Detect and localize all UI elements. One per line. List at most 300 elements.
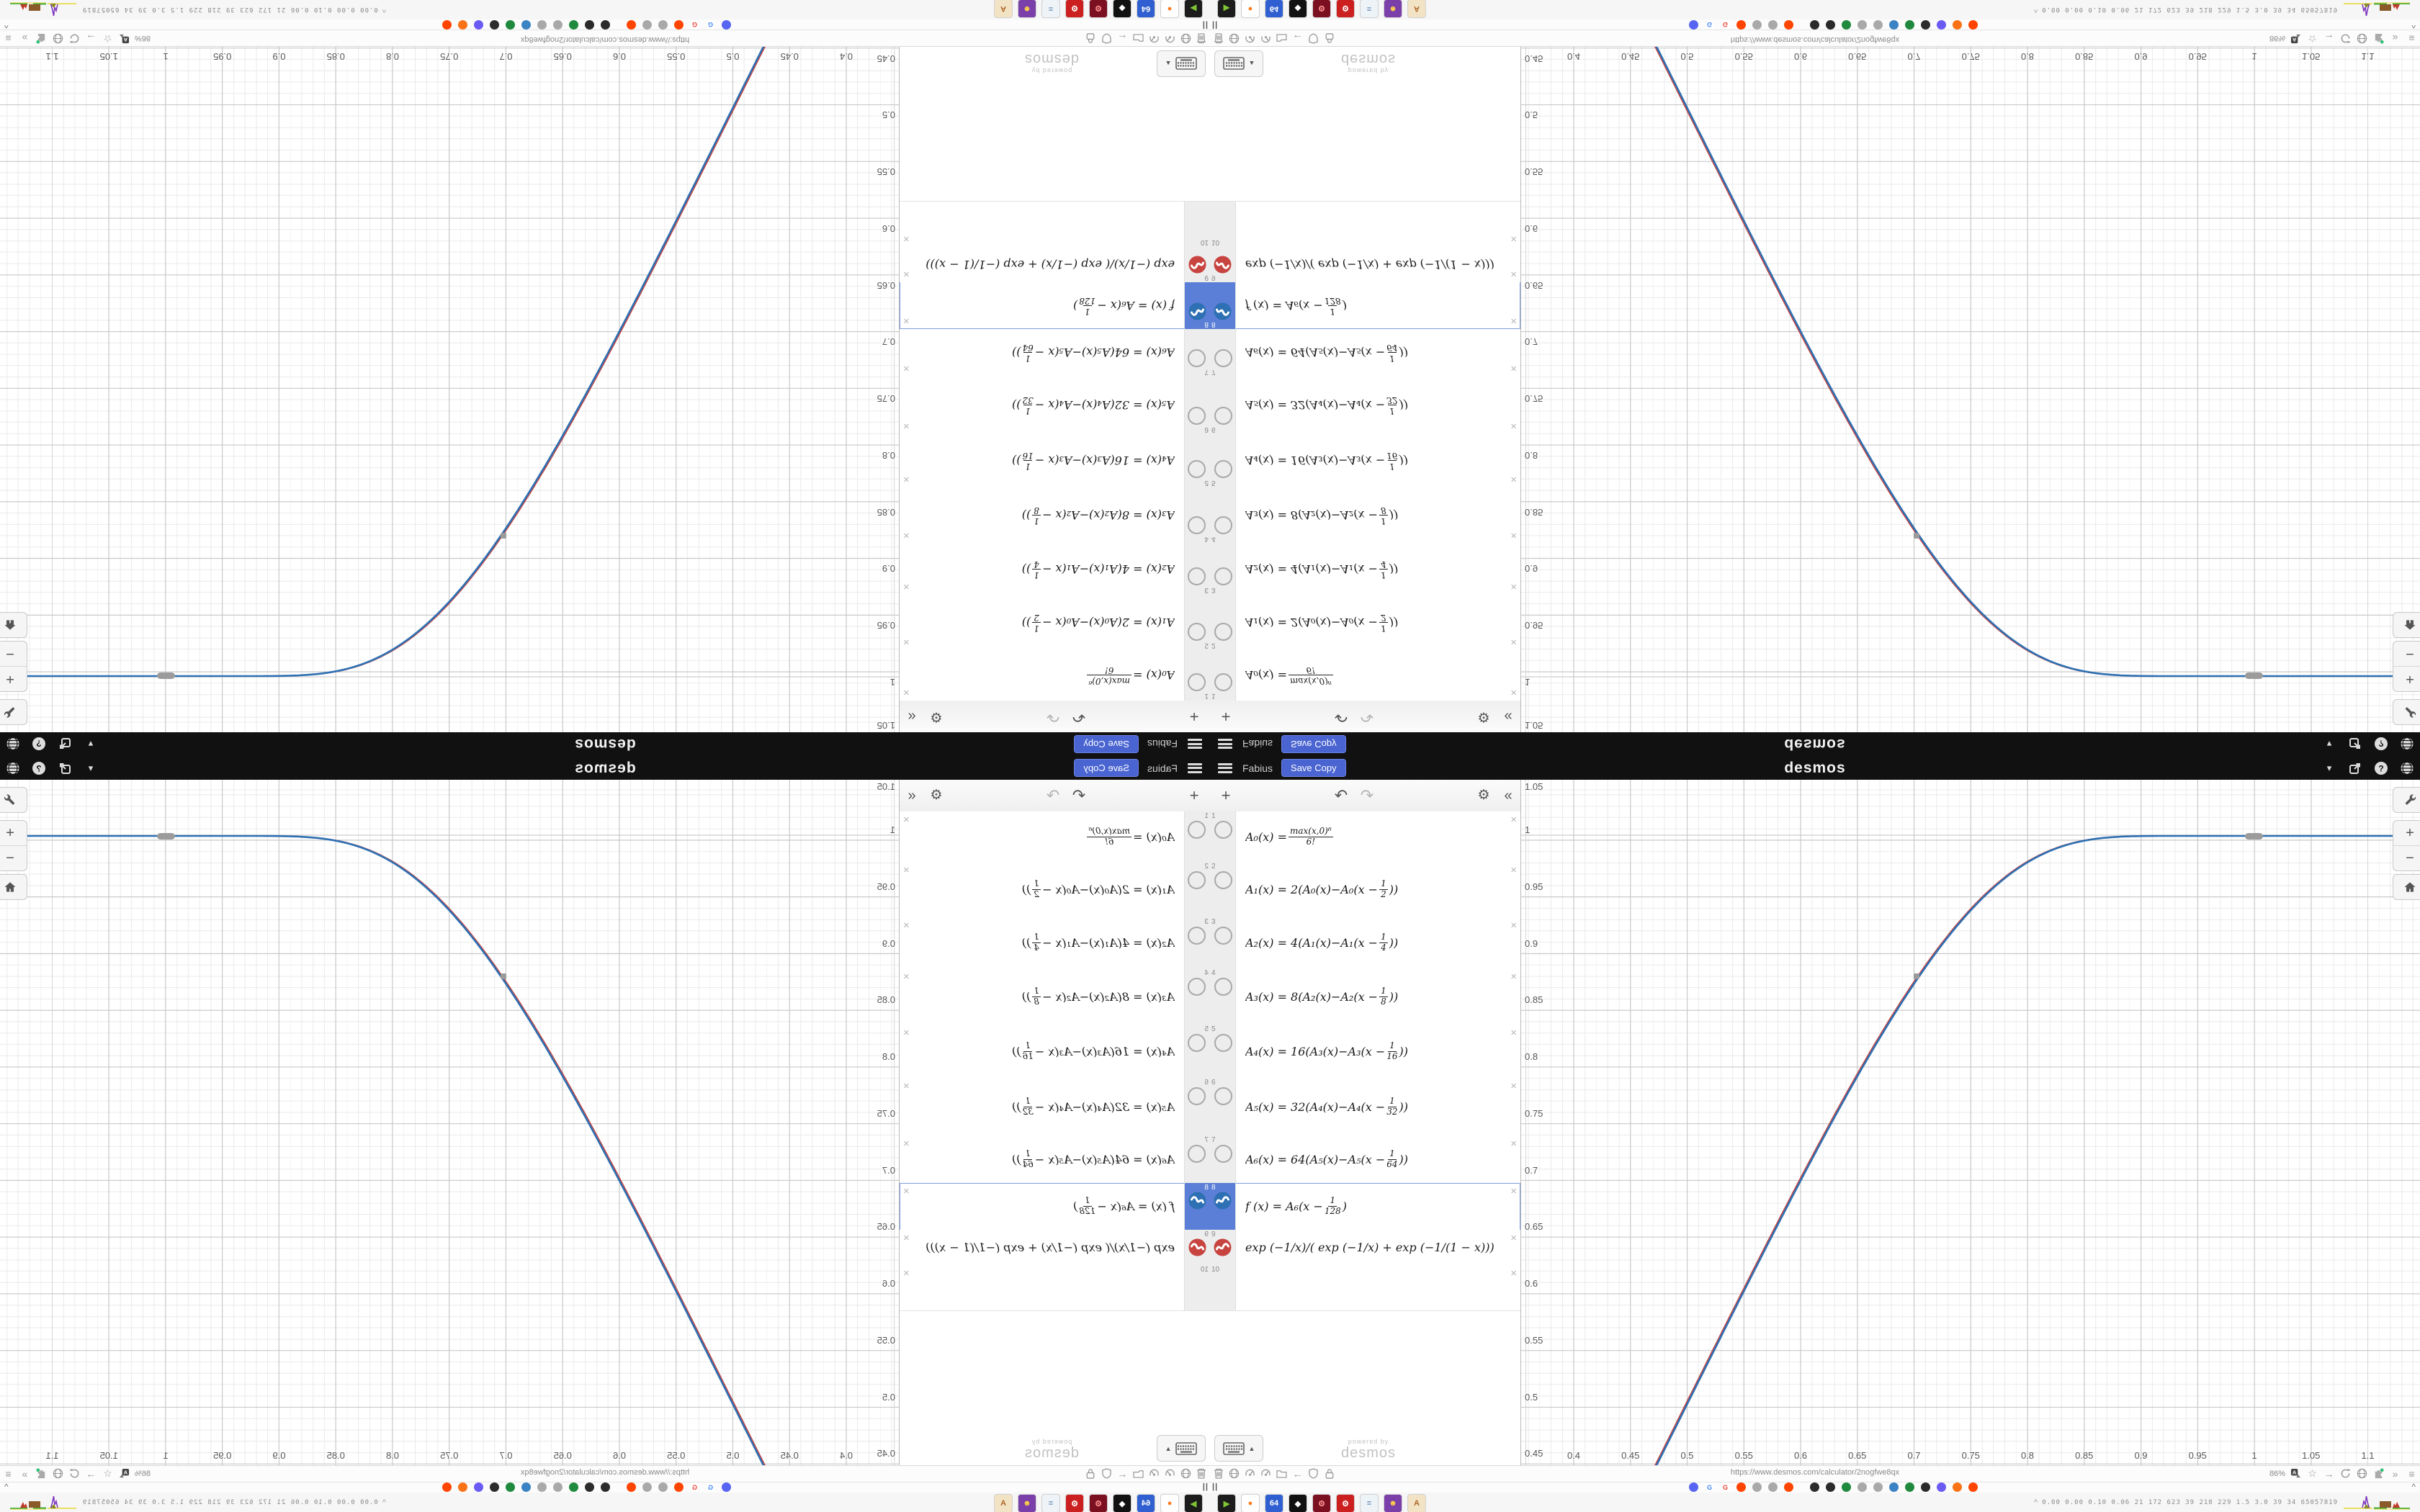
google-icon[interactable]: G — [1705, 20, 1714, 30]
reload-icon[interactable] — [68, 1467, 81, 1480]
reload-icon[interactable] — [2339, 32, 2352, 45]
delete-expression-button[interactable]: × — [1510, 814, 1517, 826]
hidden-plot-circle-icon[interactable] — [1188, 1034, 1206, 1052]
cat-app-icon[interactable]: ◆ — [1113, 0, 1131, 18]
help-icon[interactable] — [2374, 737, 2388, 752]
keyboard-toggle-button[interactable] — [1214, 1435, 1263, 1462]
hidden-plot-circle-icon[interactable] — [1188, 1087, 1206, 1105]
expression-math[interactable]: A₃(x) = 8(A₂(x)−A₂(x − $\frac{1}{8}$ )) — [1245, 985, 1399, 1007]
floppy-64-icon[interactable]: 64 — [1137, 0, 1155, 18]
expression-row[interactable] — [1210, 649, 1520, 701]
delete-expression-button[interactable]: × — [1510, 1267, 1517, 1279]
hidden-plot-circle-icon[interactable] — [1188, 407, 1206, 425]
add-expression-button[interactable]: + — [1221, 786, 1231, 804]
crab-icon[interactable] — [553, 20, 563, 30]
graph-settings-button[interactable] — [2393, 787, 2420, 813]
chevrons-icon[interactable]: » — [2392, 1467, 2398, 1480]
crab-icon[interactable] — [1752, 20, 1762, 30]
delete-expression-button[interactable]: × — [903, 529, 910, 541]
zoom-in-button[interactable]: + — [2406, 671, 2414, 688]
media-app-icon[interactable]: ▶ — [1184, 1494, 1203, 1512]
mask-purple-icon[interactable]: ☻ — [1384, 1494, 1402, 1512]
extension-icon[interactable] — [2372, 32, 2385, 45]
delete-expression-button[interactable]: × — [903, 315, 910, 327]
menu-icon[interactable]: ≡ — [5, 32, 12, 45]
expression-row[interactable] — [900, 1025, 1210, 1079]
curve-point[interactable] — [1914, 533, 1919, 539]
crab-icon[interactable] — [1857, 1482, 1867, 1492]
caret-up-icon[interactable]: ^ — [2411, 20, 2416, 30]
hidden-plot-circle-icon[interactable] — [1214, 1087, 1232, 1105]
delete-expression-button[interactable]: × — [1510, 420, 1517, 432]
delete-expression-button[interactable]: × — [903, 473, 910, 485]
menu-icon[interactable]: ≡ — [5, 1467, 12, 1480]
delete-expression-button[interactable]: × — [1510, 1080, 1517, 1092]
graph-settings-button[interactable] — [2393, 699, 2420, 725]
menu-icon[interactable]: ≡ — [2408, 32, 2415, 45]
hidden-plot-circle-icon[interactable] — [1214, 821, 1232, 839]
crab-icon[interactable] — [642, 20, 652, 30]
blue-curve-icon[interactable] — [1214, 302, 1232, 320]
google-icon[interactable]: G — [690, 1482, 699, 1492]
redo-button[interactable]: ↷ — [1360, 786, 1374, 804]
zoom-out-button[interactable]: − — [2393, 845, 2420, 870]
caret-up-icon[interactable]: ^ — [4, 1482, 9, 1492]
expression-row[interactable] — [900, 282, 1210, 329]
delete-expression-button[interactable]: × — [1510, 971, 1517, 983]
discord-icon[interactable] — [722, 20, 731, 30]
expression-row[interactable] — [900, 328, 1210, 377]
leaf-icon[interactable] — [506, 20, 515, 30]
delete-expression-button[interactable]: × — [903, 233, 910, 245]
translate-icon[interactable] — [2290, 32, 2302, 45]
expression-row[interactable] — [900, 968, 1210, 1025]
expression-math[interactable]: f (x) = A₆(x − $\frac{1}{128}$ ) — [1245, 1195, 1347, 1216]
reddit-icon[interactable] — [674, 1482, 684, 1492]
mask-purple-icon[interactable]: ☻ — [1018, 0, 1036, 18]
share-icon[interactable] — [58, 737, 72, 752]
expression-row[interactable] — [1210, 1230, 1520, 1266]
expression-row[interactable] — [1210, 968, 1520, 1025]
list-settings-button[interactable]: ⚙ — [930, 709, 943, 724]
hidden-plot-circle-icon[interactable] — [1214, 407, 1232, 425]
f-curve[interactable] — [1634, 47, 2420, 676]
expression-row[interactable] — [1210, 917, 1520, 969]
expression-math[interactable]: f (x) = A₆(x − 1 128 ) — [1245, 296, 1347, 317]
graph-paper[interactable] — [0, 47, 899, 732]
delete-expression-button[interactable]: × — [1510, 473, 1517, 485]
barrel-icon[interactable] — [1810, 20, 1819, 30]
f-curve[interactable] — [0, 47, 786, 676]
back-arrow-icon[interactable]: ← — [1117, 1467, 1128, 1480]
expression-math[interactable]: A₅(x) = 32(A₄(x)−A₄(x − $\frac{1}{32}$ )) — [1245, 1095, 1409, 1117]
notepad-icon[interactable]: ≡ — [1360, 0, 1379, 18]
delete-expression-button[interactable]: × — [1510, 268, 1517, 280]
barrel-icon[interactable] — [585, 20, 594, 30]
leaf-icon[interactable] — [1905, 1482, 1914, 1492]
expression-math[interactable]: A₄(x) = 16(A₃(x)−A₃(x − 1 16 )) — [1245, 451, 1409, 472]
google-icon[interactable]: G — [706, 1482, 715, 1492]
notepad-icon[interactable]: ≡ — [1041, 1494, 1060, 1512]
hidden-plot-circle-icon[interactable] — [1188, 871, 1206, 889]
keyboard-toggle-button[interactable] — [1214, 50, 1263, 77]
caret-down-icon[interactable]: ▾ — [2326, 762, 2332, 773]
url-text[interactable]: https://www.desmos.com/calculator/2nogfwe8qx — [520, 35, 690, 44]
swirl-icon[interactable] — [521, 1482, 531, 1492]
graph-settings-button[interactable] — [0, 699, 27, 725]
expression-row[interactable] — [900, 862, 1210, 918]
caret-up-icon[interactable]: ^ — [4, 20, 9, 30]
barrel-icon[interactable] — [1826, 20, 1835, 30]
globe-icon[interactable] — [2356, 1467, 2368, 1480]
share-icon[interactable] — [2348, 761, 2362, 775]
globe-icon[interactable] — [2400, 761, 2414, 775]
delete-expression-button[interactable]: × — [1510, 580, 1517, 593]
chat-bubble-icon[interactable] — [1937, 20, 1946, 30]
expression-row[interactable] — [1210, 594, 1520, 650]
delete-expression-button[interactable]: × — [903, 636, 910, 648]
home-button[interactable] — [0, 612, 27, 638]
crab-icon[interactable] — [537, 1482, 547, 1492]
reddit-icon[interactable] — [1968, 20, 1978, 30]
menu-icon[interactable]: ≡ — [2408, 1467, 2415, 1480]
star-icon[interactable]: ☆ — [2308, 33, 2317, 45]
crab-icon[interactable] — [642, 1482, 652, 1492]
hidden-plot-circle-icon[interactable] — [1188, 1145, 1206, 1163]
delete-expression-button[interactable]: × — [903, 420, 910, 432]
save-copy-button[interactable]: Save Copy — [1074, 735, 1139, 753]
back-arrow-icon[interactable]: ← — [1292, 32, 1303, 45]
leaf-icon[interactable] — [1905, 20, 1914, 30]
expression-row[interactable] — [900, 917, 1210, 969]
drag-handle-point[interactable] — [2245, 833, 2263, 840]
firefox-icon[interactable]: ● — [1241, 1494, 1260, 1512]
add-expression-button[interactable]: + — [1221, 708, 1231, 726]
chat-bubble-icon[interactable] — [1937, 1482, 1946, 1492]
firefox-icon[interactable]: ● — [1160, 1494, 1179, 1512]
barrel-icon[interactable] — [490, 20, 499, 30]
share-icon[interactable] — [58, 761, 72, 775]
reddit-icon[interactable] — [1736, 20, 1746, 30]
mask-purple-icon[interactable]: ☻ — [1018, 1494, 1036, 1512]
pause-icon[interactable]: || — [1201, 21, 1208, 30]
delete-expression-button[interactable]: × — [903, 1027, 910, 1039]
drag-handle-point[interactable] — [157, 833, 175, 840]
caret-icon[interactable]: ^ — [382, 1498, 386, 1507]
delete-expression-button[interactable]: × — [903, 1232, 910, 1244]
f-curve[interactable] — [1634, 836, 2420, 1465]
google-icon[interactable]: G — [1705, 1482, 1714, 1492]
hamburger-menu-icon[interactable] — [1218, 739, 1232, 750]
red-curve-icon[interactable] — [1188, 256, 1206, 274]
globe-icon[interactable] — [6, 761, 20, 775]
expression-math[interactable]: A₅(x) = 32(A₄(x)−A₄(x − $\frac{1}{32}$ )) — [1011, 1095, 1175, 1117]
expression-math[interactable]: A₂(x) = 4(A₁(x)−A₁(x − $\frac{1}{4}$ )) — [1245, 932, 1399, 953]
page-zoom-level[interactable]: 86% — [135, 34, 151, 43]
drag-handle-point[interactable] — [2245, 672, 2263, 679]
gear-darkred-icon[interactable]: ⚙ — [1312, 1494, 1331, 1512]
caret-down-icon[interactable]: ▾ — [88, 762, 94, 773]
globe-icon[interactable] — [2356, 32, 2368, 45]
delete-expression-button[interactable]: × — [903, 919, 910, 932]
forward-arrow-icon[interactable]: → — [2323, 32, 2334, 45]
delete-expression-button[interactable]: × — [903, 814, 910, 826]
expression-row[interactable] — [900, 246, 1210, 282]
delete-expression-button[interactable]: × — [903, 362, 910, 374]
expression-row[interactable] — [1210, 1078, 1520, 1136]
leaf-icon[interactable] — [506, 1482, 515, 1492]
chevrons-icon[interactable]: » — [22, 32, 28, 45]
palette-icon[interactable]: A — [1407, 1494, 1426, 1512]
url-text[interactable]: https://www.desmos.com/calculator/2nogfwe8qx — [1730, 1468, 1900, 1477]
expression-math[interactable]: exp (−1/x)/( exp (−1/x) + exp (−1/(1 − x))) — [926, 1241, 1175, 1254]
reddit-icon[interactable] — [627, 1482, 636, 1492]
url-bar[interactable] — [1210, 1466, 2420, 1482]
delete-expression-button[interactable]: × — [1510, 1232, 1517, 1244]
curve-point[interactable] — [1914, 973, 1919, 979]
expression-math[interactable]: A₅(x) = 32(A₄(x)−A₄(x − 1 32 )) — [1245, 395, 1409, 417]
hidden-plot-circle-icon[interactable] — [1188, 623, 1206, 641]
expression-math[interactable]: A₀(x) = max(x,0)⁶ 6! — [1245, 665, 1332, 687]
gear-darkred-icon[interactable]: ⚙ — [1089, 1494, 1108, 1512]
delete-expression-button[interactable]: × — [1510, 1138, 1517, 1150]
save-copy-button[interactable]: Save Copy — [1281, 735, 1346, 753]
crab-icon[interactable] — [1768, 20, 1778, 30]
hidden-plot-circle-icon[interactable] — [1214, 460, 1232, 478]
expression-math[interactable]: A₆(x) = 64(A₅(x)−A₅(x − 1 64 )) — [1011, 343, 1175, 364]
expression-row[interactable] — [1210, 1183, 1520, 1230]
palette-icon[interactable]: A — [1407, 0, 1426, 18]
hidden-plot-circle-icon[interactable] — [1188, 927, 1206, 945]
undo-button[interactable]: ↶ — [1334, 708, 1348, 726]
delete-expression-button[interactable]: × — [1510, 233, 1517, 245]
expression-row[interactable] — [1210, 433, 1520, 487]
expression-math[interactable]: A₃(x) = 8(A₂(x)−A₂(x − 1 8 )) — [1021, 505, 1175, 527]
expression-math[interactable]: A₆(x) = 64(A₅(x)−A₅(x − $\frac{1}{64}$ )) — [1245, 1148, 1409, 1169]
graph-settings-button[interactable] — [0, 787, 27, 813]
reddit-icon[interactable] — [1784, 20, 1793, 30]
forward-arrow-icon[interactable]: → — [86, 1467, 97, 1480]
zoom-out-button[interactable]: − — [0, 642, 27, 667]
hidden-plot-circle-icon[interactable] — [1188, 978, 1206, 996]
expression-math[interactable]: A₃(x) = 8(A₂(x)−A₂(x − $\frac{1}{8}$ )) — [1021, 985, 1175, 1007]
expression-row[interactable] — [900, 1183, 1210, 1230]
star-icon[interactable]: ☆ — [103, 33, 112, 45]
url-text[interactable]: https://www.desmos.com/calculator/2nogfwe8qx — [1730, 35, 1900, 44]
expression-row[interactable] — [1210, 282, 1520, 329]
zoom-in-button[interactable]: + — [6, 671, 14, 688]
delete-expression-button[interactable]: × — [1510, 529, 1517, 541]
reddit-icon[interactable] — [442, 20, 452, 30]
hidden-plot-circle-icon[interactable] — [1214, 673, 1232, 691]
save-copy-button[interactable]: Save Copy — [1074, 759, 1139, 777]
expression-row[interactable] — [1210, 1135, 1520, 1184]
keyboard-toggle-button[interactable] — [1157, 50, 1206, 77]
expression-math[interactable]: A₆(x) = 64(A₅(x)−A₅(x − 1 64 )) — [1245, 343, 1409, 364]
google-icon[interactable]: G — [706, 20, 715, 30]
extension-icon[interactable] — [2372, 1467, 2385, 1480]
save-copy-button[interactable]: Save Copy — [1281, 759, 1346, 777]
expression-math[interactable]: A₃(x) = 8(A₂(x)−A₂(x − 1 8 )) — [1245, 505, 1399, 527]
expression-math[interactable]: A₂(x) = 4(A₁(x)−A₁(x − 1 4 )) — [1245, 559, 1399, 580]
url-bar[interactable] — [1210, 30, 2420, 46]
discord-icon[interactable] — [722, 1482, 731, 1492]
graph-paper[interactable] — [0, 780, 899, 1465]
expression-math[interactable]: A₂(x) = 4(A₁(x)−A₁(x − 1 4 )) — [1021, 559, 1175, 580]
barrel-icon[interactable] — [1826, 1482, 1835, 1492]
expression-row[interactable] — [1210, 862, 1520, 918]
discord-icon[interactable] — [1689, 1482, 1698, 1492]
chevrons-icon[interactable]: » — [2392, 32, 2398, 45]
hidden-plot-circle-icon[interactable] — [1214, 516, 1232, 534]
undo-button[interactable]: ↶ — [1334, 786, 1348, 804]
zoom-out-button[interactable]: − — [0, 845, 27, 870]
share-icon[interactable] — [2348, 737, 2362, 752]
expression-math[interactable]: A₂(x) = 4(A₁(x)−A₁(x − $\frac{1}{4}$ )) — [1021, 932, 1175, 953]
zoom-in-button[interactable]: + — [6, 824, 14, 841]
crab-icon[interactable] — [1768, 1482, 1778, 1492]
mask-purple-icon[interactable]: ☻ — [1384, 0, 1402, 18]
help-icon[interactable] — [32, 761, 46, 775]
swirl-icon[interactable] — [1889, 1482, 1899, 1492]
swirl-icon[interactable] — [1889, 20, 1899, 30]
expression-math[interactable]: A₁(x) = 2(A₀(x)−A₀(x − $\frac{1}{2}$ )) — [1021, 878, 1175, 899]
cat-app-icon[interactable]: ◆ — [1113, 1494, 1131, 1512]
keyboard-toggle-button[interactable] — [1157, 1435, 1206, 1462]
blue-curve-icon[interactable] — [1188, 1192, 1206, 1210]
globe-icon[interactable] — [2400, 737, 2414, 752]
expression-row[interactable] — [900, 811, 1210, 863]
expression-row[interactable] — [900, 1078, 1210, 1136]
hidden-plot-circle-icon[interactable] — [1214, 1145, 1232, 1163]
delete-expression-button[interactable]: × — [903, 580, 910, 593]
translate-icon[interactable] — [118, 32, 130, 45]
caret-icon[interactable]: ^ — [382, 5, 386, 14]
barrel-icon[interactable] — [585, 1482, 594, 1492]
gear-darkred-icon[interactable]: ⚙ — [1089, 0, 1108, 18]
graph-paper[interactable] — [1521, 780, 2420, 1465]
expression-row[interactable] — [1210, 376, 1520, 434]
firefox-icon[interactable]: ● — [1241, 0, 1260, 18]
barrel-icon[interactable] — [601, 20, 610, 30]
expression-math[interactable]: exp (−1/x)/( exp (−1/x) + exp (−1/(1 − x))) — [1245, 1241, 1494, 1254]
expression-math[interactable]: A₅(x) = 32(A₄(x)−A₄(x − 1 32 )) — [1011, 395, 1175, 417]
expression-math[interactable]: A₁(x) = 2(A₀(x)−A₀(x − 1 2 )) — [1021, 613, 1175, 634]
reddit-icon[interactable] — [627, 20, 636, 30]
forward-arrow-icon[interactable]: → — [86, 32, 97, 45]
media-app-icon[interactable]: ▶ — [1184, 0, 1203, 18]
hidden-plot-circle-icon[interactable] — [1214, 871, 1232, 889]
expression-row[interactable] — [1210, 1025, 1520, 1079]
floppy-64-icon[interactable]: 64 — [1265, 0, 1283, 18]
expression-math[interactable]: A₀(x) = max(x,0)⁶ 6! — [1088, 665, 1175, 687]
hidden-plot-circle-icon[interactable] — [1188, 821, 1206, 839]
reload-icon[interactable] — [2339, 1467, 2352, 1480]
delete-expression-button[interactable]: × — [903, 1185, 910, 1197]
expression-row[interactable] — [900, 487, 1210, 544]
blue-curve-icon[interactable] — [1214, 1192, 1232, 1210]
hamburger-menu-icon[interactable] — [1218, 763, 1232, 773]
burst-icon[interactable] — [458, 1482, 467, 1492]
expression-math[interactable] — [918, 202, 1175, 247]
expression-row[interactable] — [1210, 1265, 1520, 1311]
expression-math[interactable] — [1245, 1265, 1502, 1310]
expression-math[interactable]: exp (−1/x)/( exp (−1/x) + exp (−1/(1 − x))) — [926, 258, 1175, 271]
page-zoom-level[interactable]: 86% — [135, 1469, 151, 1478]
google-icon[interactable]: G — [690, 20, 699, 30]
expression-math[interactable] — [1245, 202, 1502, 247]
hidden-plot-circle-icon[interactable] — [1214, 927, 1232, 945]
delete-expression-button[interactable]: × — [903, 971, 910, 983]
delete-expression-button[interactable]: × — [1510, 1027, 1517, 1039]
crab-icon[interactable] — [537, 20, 547, 30]
f-curve[interactable] — [0, 836, 786, 1465]
crab-icon[interactable] — [1873, 20, 1883, 30]
undo-button[interactable]: ↶ — [1072, 708, 1086, 726]
star-icon[interactable]: ☆ — [2308, 1467, 2317, 1479]
crab-icon[interactable] — [1857, 20, 1867, 30]
globe-icon[interactable] — [6, 737, 20, 752]
leaf-icon[interactable] — [1842, 1482, 1851, 1492]
hidden-plot-circle-icon[interactable] — [1214, 623, 1232, 641]
notepad-icon[interactable]: ≡ — [1041, 0, 1060, 18]
barrel-icon[interactable] — [1810, 1482, 1819, 1492]
crab-icon[interactable] — [553, 1482, 563, 1492]
caret-icon[interactable]: ^ — [2034, 1498, 2038, 1507]
hamburger-menu-icon[interactable] — [1188, 763, 1202, 773]
expression-math[interactable]: f (x) = A₆(x − 1 128 ) — [1073, 296, 1175, 317]
page-zoom-level[interactable]: 86% — [2269, 1469, 2285, 1478]
reddit-icon[interactable] — [1784, 1482, 1793, 1492]
exp-transition-curve[interactable] — [1631, 836, 2250, 1465]
zoom-out-button[interactable]: − — [2393, 642, 2420, 667]
expression-row[interactable] — [900, 201, 1210, 247]
hidden-plot-circle-icon[interactable] — [1188, 567, 1206, 585]
hidden-plot-circle-icon[interactable] — [1214, 349, 1232, 367]
burst-icon[interactable] — [1953, 20, 1962, 30]
add-expression-button[interactable]: + — [1189, 786, 1199, 804]
media-app-icon[interactable]: ▶ — [1217, 0, 1236, 18]
expression-row[interactable] — [900, 1135, 1210, 1184]
delete-expression-button[interactable]: × — [1510, 362, 1517, 374]
expression-row[interactable] — [900, 594, 1210, 650]
hidden-plot-circle-icon[interactable] — [1188, 460, 1206, 478]
google-icon[interactable]: G — [1721, 1482, 1730, 1492]
expression-row[interactable] — [900, 433, 1210, 487]
burst-icon[interactable] — [1953, 1482, 1962, 1492]
expression-math[interactable] — [918, 1265, 1175, 1310]
collapse-panel-button[interactable]: « — [1504, 708, 1512, 724]
expression-row[interactable] — [900, 649, 1210, 701]
crab-icon[interactable] — [1752, 1482, 1762, 1492]
reload-icon[interactable] — [68, 32, 81, 45]
barrel-icon[interactable] — [1921, 20, 1930, 30]
leaf-icon[interactable] — [1842, 20, 1851, 30]
burst-icon[interactable] — [458, 20, 467, 30]
reddit-icon[interactable] — [1736, 1482, 1746, 1492]
red-curve-icon[interactable] — [1214, 1238, 1232, 1256]
reddit-icon[interactable] — [674, 20, 684, 30]
delete-expression-button[interactable]: × — [1510, 686, 1517, 698]
caret-down-icon[interactable]: ▾ — [2326, 739, 2332, 750]
url-text[interactable]: https://www.desmos.com/calculator/2nogfwe8qx — [520, 1468, 690, 1477]
gear-red-icon[interactable]: ⚙ — [1336, 1494, 1355, 1512]
curve-point[interactable] — [501, 973, 506, 979]
hidden-plot-circle-icon[interactable] — [1188, 516, 1206, 534]
zoom-in-button[interactable]: + — [2406, 824, 2414, 841]
discord-icon[interactable] — [1689, 20, 1698, 30]
translate-icon[interactable] — [2290, 1467, 2302, 1480]
